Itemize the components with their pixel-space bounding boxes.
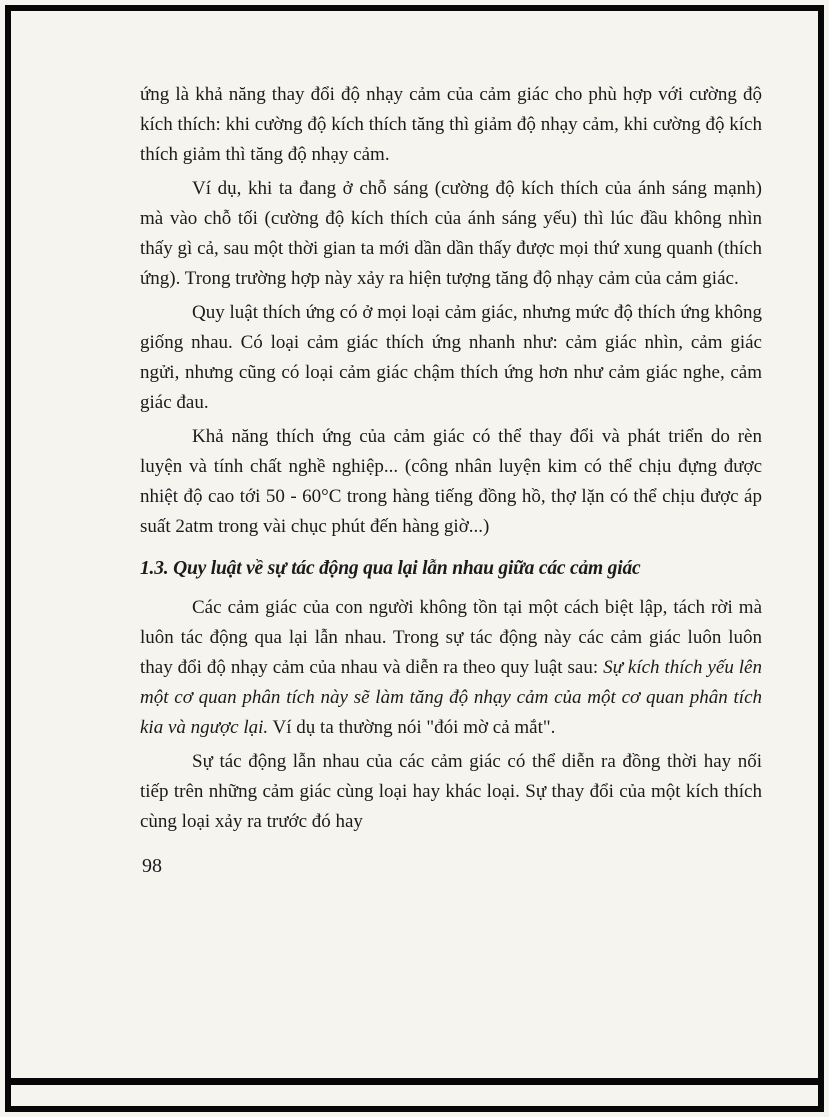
section-heading-1-3: 1.3. Quy luật về sự tác động qua lại lẫn nhau giữa các cảm giác <box>140 558 641 579</box>
paragraph-adaptation-training: Khả năng thích ứng của cảm giác có thể thay đổi và phát triển do rèn luyện và tính chất nghề nghiệp... (công nhân luyện kim có thể chịu đựng được nhiệt độ cao tới 50 - 60°C trong hàng tiếng đồng hồ, thợ lặn có thể chịu được áp suất 2atm trong vài chục phút đến hàng giờ...) <box>140 426 762 537</box>
paragraph-interaction-law <box>140 593 762 743</box>
page-number: 98 <box>142 855 162 877</box>
paragraph-text-italic-law: Sự kích thích yếu lên một cơ quan phân tích này sẽ làm tăng độ nhạy cảm của một cơ quan phân tích kia và ngược lại. <box>140 657 762 738</box>
paragraph-adaptation-speed: Quy luật thích ứng có ở mọi loại cảm giác, nhưng mức độ thích ứng không giống nhau. Có loại cảm giác thích ứng nhanh như: cảm giác nhìn, cảm giác ngửi, nhưng cũng có loại cảm giác chậm thích ứng hơn như cảm giác nghe, cảm giác đau. <box>140 302 762 413</box>
paragraph-text-lead: Các cảm giác của con người không tồn tại một cách biệt lập, tách rời mà luôn tác động qua lại lẫn nhau. Trong sự tác động này các cảm giác luôn luôn thay đổi độ nhạy cảm của nhau và diễn ra theo quy luật sau: <box>140 597 762 678</box>
bottom-rule <box>11 1078 818 1085</box>
paragraph-example-light-dark: Ví dụ, khi ta đang ở chỗ sáng (cường độ kích thích của ánh sáng mạnh) mà vào chỗ tối (cường độ kích thích của ánh sáng yếu) thì lúc đầu không nhìn thấy gì cả, sau một thời gian ta mới dần dần thấy được mọi thứ xung quanh (thích ứng). Trong trường hợp này xảy ra hiện tượng tăng độ nhạy cảm của cảm giác. <box>140 178 762 289</box>
paragraph-interaction-types: Sự tác động lẫn nhau của các cảm giác có thể diễn ra đồng thời hay nối tiếp trên những cảm giác cùng loại hay khác loại. Sự thay đổi của một kích thích cùng loại xảy ra trước đó hay <box>140 751 762 832</box>
paragraph-adaptation-definition: ứng là khả năng thay đổi độ nhạy cảm của cảm giác cho phù hợp với cường độ kích thích: khi cường độ kích thích tăng thì giảm độ nhạy cảm, khi cường độ kích thích giảm thì tăng độ nhạy cảm. <box>140 84 762 165</box>
paragraph-text-tail: Ví dụ ta thường nói "đói mờ cả mắt". <box>268 717 556 738</box>
page-content <box>140 80 762 879</box>
